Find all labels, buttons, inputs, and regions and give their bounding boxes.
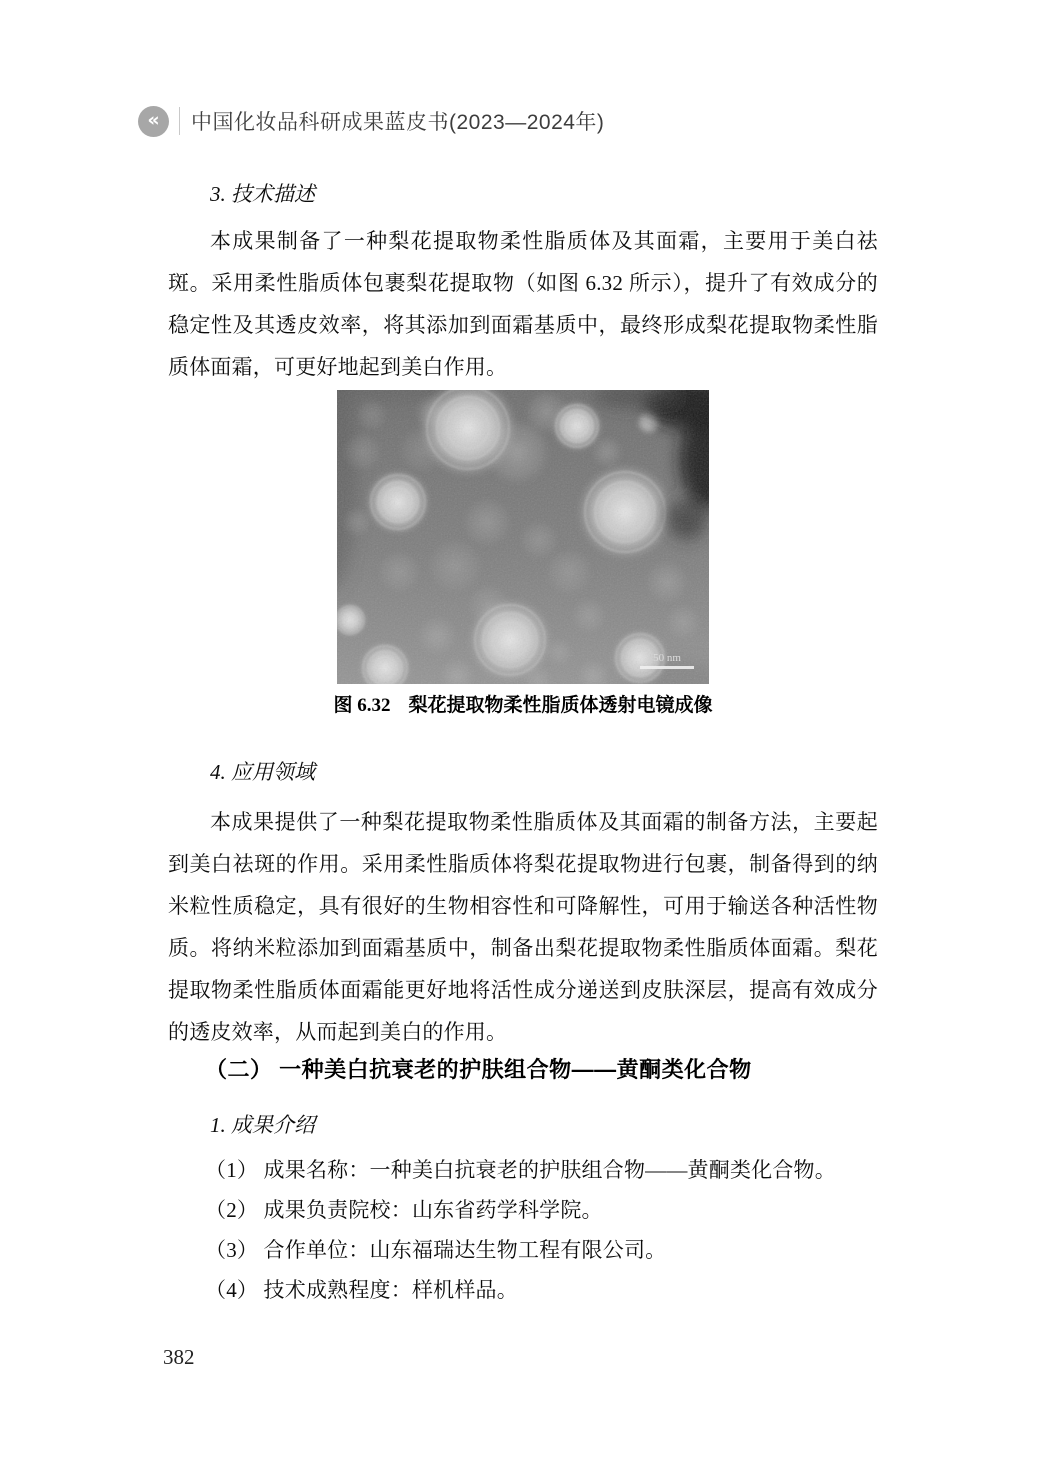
figure-caption bbox=[168, 693, 878, 719]
achievement-intro-list bbox=[205, 1150, 880, 1310]
figure-caption-number: 图 6.32 bbox=[333, 695, 391, 716]
subsection-heading: （二） 一种美白抗衰老的护肤组合物——黄酮类化合物 bbox=[205, 1057, 752, 1082]
back-chevrons-icon[interactable]: « bbox=[138, 106, 169, 137]
tech-description-heading: 3. 技术描述 bbox=[210, 182, 315, 206]
scale-bar-label: 50 nm bbox=[653, 652, 681, 664]
application-field-paragraph: 本成果提供了一种梨花提取物柔性脂质体及其面霜的制备方法，主要起到美白祛斑的作用。采用柔性脂质体将梨花提取物进行包裹，制备得到的纳米粒性质稳定，具有很好的生物相容性和可降解性，可用于输送各种活性物质。将纳米粒添加到面霜基质中，制备出梨花提取物柔性脂质体面霜。梨花提取物柔性脂质体面霜能更好地将活性成分递送到皮肤深层，提高有效成分的透皮效率，从而起到美白的作用。 bbox=[168, 810, 878, 1044]
figure-caption-text: 梨花提取物柔性脂质体透射电镜成像 bbox=[408, 695, 713, 716]
achievement-intro-heading: 1. 成果介绍 bbox=[210, 1113, 315, 1137]
list-item-maturity-level: （4） 技术成熟程度：样机样品。 bbox=[205, 1278, 518, 1302]
list-item-responsible-institution: （2） 成果负责院校：山东省药学科学院。 bbox=[205, 1198, 603, 1222]
application-field-heading: 4. 应用领域 bbox=[210, 760, 315, 784]
tem-micrograph-image bbox=[337, 390, 709, 684]
list-item-achievement-name: （1） 成果名称：一种美白抗衰老的护肤组合物——黄酮类化合物。 bbox=[205, 1158, 836, 1182]
list-item-cooperating-unit: （3） 合作单位：山东福瑞达生物工程有限公司。 bbox=[205, 1238, 667, 1262]
tem-micrograph-drawing bbox=[337, 390, 709, 684]
tech-description-paragraph: 本成果制备了一种梨花提取物柔性脂质体及其面霜，主要用于美白祛斑。采用柔性脂质体包裹梨花提取物（如图 6.32 所示），提升了有效成分的稳定性及其透皮效率，将其添加到面霜基质中，最终形成梨花提取物柔性脂质体面霜，可更好地起到美白作用。 bbox=[168, 229, 878, 379]
running-header bbox=[138, 104, 604, 138]
book-title: 中国化妆品科研成果蓝皮书(2023—2024年) bbox=[191, 111, 605, 134]
page-number: 382 bbox=[163, 1345, 195, 1369]
header-divider bbox=[179, 107, 180, 135]
